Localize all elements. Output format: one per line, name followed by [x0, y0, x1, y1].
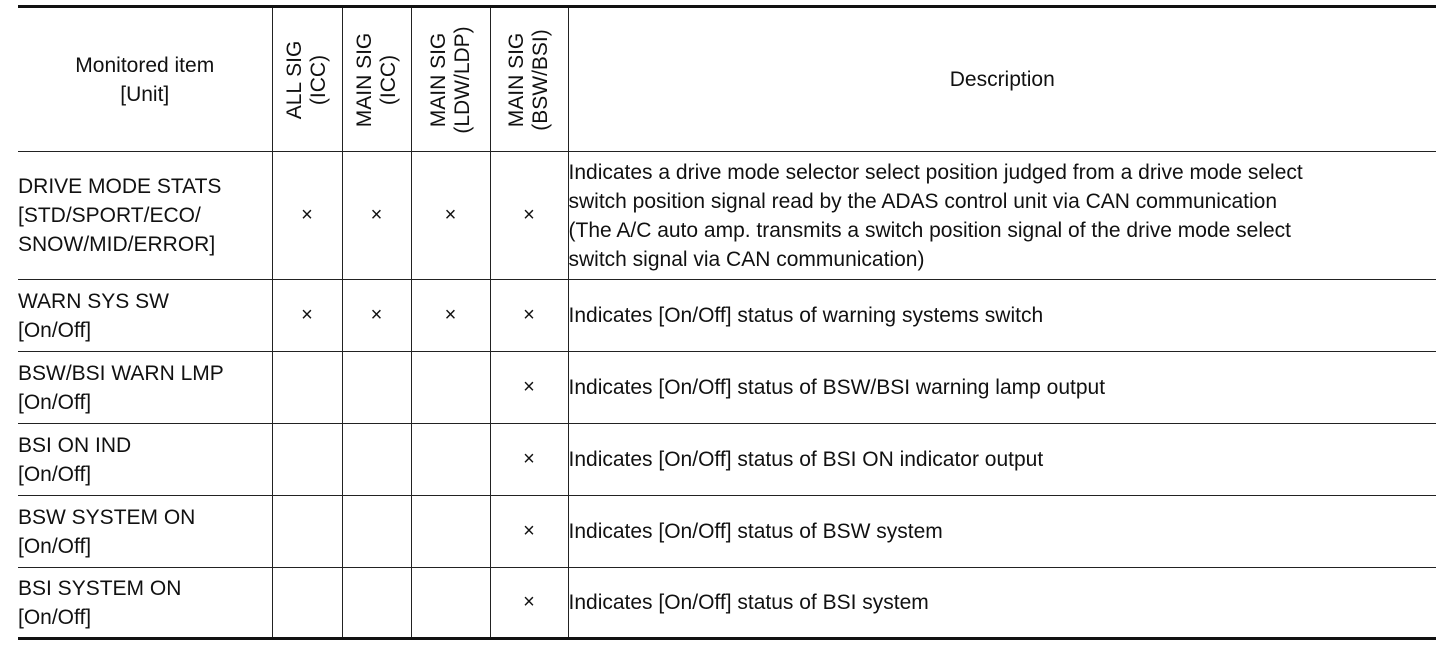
main-sig-icc-header-line1: MAIN SIG	[352, 32, 376, 127]
applicability-mark: ×	[411, 280, 490, 352]
applicability-mark	[411, 568, 490, 639]
main-sig-ldw-ldp-header-line1: MAIN SIG	[426, 32, 450, 127]
description-cell	[568, 496, 1436, 568]
all-sig-icc-header	[272, 7, 342, 152]
header-row	[18, 7, 1436, 152]
monitored-items-table	[18, 5, 1436, 640]
monitored-item-cell	[18, 424, 272, 496]
monitored-item-unit: [STD/SPORT/ECO/	[18, 204, 201, 227]
description-line: switch signal via CAN communication)	[568, 247, 925, 271]
monitored-item-cell	[18, 568, 272, 639]
table-row	[18, 280, 1436, 352]
applicability-mark: ×	[342, 280, 411, 352]
monitored-item-header-unit: [Unit]	[120, 82, 170, 106]
description-line: Indicates [On/Off] status of warning systems switch	[568, 304, 1044, 327]
applicability-mark	[342, 496, 411, 568]
applicability-mark: ×	[490, 496, 568, 568]
all-sig-icc-header-line1: ALL SIG	[283, 40, 306, 119]
monitored-item-unit: SNOW/MID/ERROR]	[18, 233, 216, 256]
description-line: Indicates [On/Off] status of BSI system	[568, 591, 929, 614]
main-sig-bsw-bsi-header-line1: MAIN SIG	[505, 32, 528, 127]
description-cell	[568, 352, 1436, 424]
applicability-mark	[342, 424, 411, 496]
monitored-item-header-line1: Monitored item	[75, 53, 215, 77]
monitored-item-name: BSI SYSTEM ON	[18, 576, 182, 600]
monitored-item-name: BSI ON IND	[18, 433, 132, 457]
table-row	[18, 352, 1436, 424]
description-line: (The A/C auto amp. transmits a switch position signal of the drive mode select	[568, 218, 1292, 242]
applicability-mark	[342, 352, 411, 424]
description-line: Indicates [On/Off] status of BSW/BSI warning lamp output	[568, 376, 1106, 399]
applicability-mark	[411, 352, 490, 424]
monitored-item-name: WARN SYS SW	[18, 289, 169, 313]
table-row	[18, 424, 1436, 496]
monitored-item-unit: [On/Off]	[18, 605, 92, 629]
description-cell	[568, 424, 1436, 496]
description-line: Indicates [On/Off] status of BSI ON indicator output	[568, 448, 1044, 471]
main-sig-ldw-ldp-header	[411, 7, 490, 152]
monitored-item-cell	[18, 496, 272, 568]
monitored-item-header	[18, 7, 272, 152]
table-row	[18, 568, 1436, 639]
monitored-item-name: DRIVE MODE STATS	[18, 175, 222, 198]
table-row	[18, 496, 1436, 568]
monitored-item-cell	[18, 352, 272, 424]
description-cell	[568, 280, 1436, 352]
monitored-item-name: BSW SYSTEM ON	[18, 505, 196, 529]
description-cell	[568, 152, 1436, 280]
applicability-mark	[411, 496, 490, 568]
main-sig-icc-header-line2: (ICC)	[376, 54, 400, 105]
description-header: Description	[568, 7, 1436, 152]
table-row	[18, 152, 1436, 280]
description-line: Indicates [On/Off] status of BSW system	[568, 520, 943, 543]
applicability-mark	[272, 496, 342, 568]
applicability-mark: ×	[490, 280, 568, 352]
monitored-item-unit: [On/Off]	[18, 318, 92, 342]
applicability-mark	[272, 352, 342, 424]
main-sig-icc-header	[342, 7, 411, 152]
applicability-mark: ×	[272, 280, 342, 352]
description-cell	[568, 568, 1436, 639]
applicability-mark: ×	[490, 424, 568, 496]
monitored-item-unit: [On/Off]	[18, 534, 92, 558]
monitored-item-cell	[18, 152, 272, 280]
monitored-item-unit: [On/Off]	[18, 390, 92, 414]
monitored-item-name: BSW/BSI WARN LMP	[18, 361, 224, 385]
monitored-item-cell	[18, 280, 272, 352]
description-line: switch position signal read by the ADAS control unit via CAN communication	[568, 189, 1278, 213]
main-sig-bsw-bsi-header-line2: (BSW/BSI)	[529, 28, 552, 131]
applicability-mark	[272, 568, 342, 639]
applicability-mark: ×	[490, 152, 568, 280]
applicability-mark	[272, 424, 342, 496]
applicability-mark: ×	[490, 568, 568, 639]
monitored-item-unit: [On/Off]	[18, 462, 92, 486]
applicability-mark: ×	[411, 152, 490, 280]
applicability-mark: ×	[342, 152, 411, 280]
applicability-mark	[411, 424, 490, 496]
main-sig-ldw-ldp-header-line2: (LDW/LDP)	[450, 25, 474, 134]
description-line: Indicates a drive mode selector select position judged from a drive mode select	[568, 160, 1303, 184]
all-sig-icc-header-line2: (ICC)	[307, 54, 330, 105]
applicability-mark: ×	[272, 152, 342, 280]
applicability-mark	[342, 568, 411, 639]
main-sig-bsw-bsi-header	[490, 7, 568, 152]
applicability-mark: ×	[490, 352, 568, 424]
